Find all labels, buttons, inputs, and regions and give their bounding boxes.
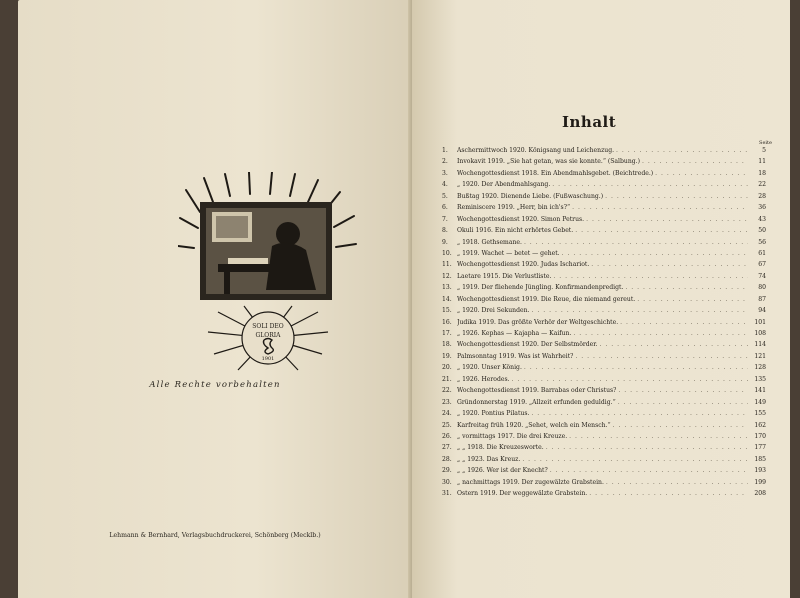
printer-imprint: Lehmann & Bernhard, Verlagsbuchdruckerei, Schönberg (Mecklb.)	[109, 532, 321, 539]
toc-entry-title: Reminiscere 1919. „Herr, bin ich's?“	[457, 204, 571, 212]
toc-entry	[442, 422, 766, 433]
toc-entry-number: 11.	[442, 261, 452, 269]
toc-entry-page: 135	[754, 375, 766, 383]
toc-entry-number: 7.	[442, 215, 448, 223]
toc-entry-title: Wochengottesdienst 1920. Simon Petrus.	[457, 215, 585, 223]
toc-entry-page: 28	[758, 192, 766, 200]
page-column-label: Seite	[759, 140, 772, 146]
toc-entry-title: „ 1920. Pontius Pilatus.	[457, 410, 530, 418]
toc-leader-dots	[653, 170, 748, 177]
toc-entry-page: 177	[754, 444, 766, 452]
toc-entry	[442, 170, 766, 181]
toc-entry-number: 25.	[442, 421, 452, 429]
toc-entry-number: 1.	[442, 147, 448, 154]
toc-leader-dots	[510, 376, 748, 383]
right-page	[412, 0, 790, 598]
toc-leader-dots	[529, 410, 748, 417]
sunburst-emblem	[178, 172, 358, 372]
toc-entry-title: Aschermittwoch 1920. Königsang und Leichenzug.	[457, 147, 615, 154]
toc-entry-title: „ nachmittags 1919. Der zugewälzte Grabstein.	[457, 478, 604, 486]
toc-leader-dots	[571, 330, 748, 337]
toc-entry	[442, 181, 766, 192]
toc-entry-page: 193	[754, 467, 766, 475]
toc-entry	[442, 330, 766, 341]
emblem-year: 1901	[261, 356, 275, 362]
toc-leader-dots	[635, 296, 748, 303]
toc-entry	[442, 456, 766, 467]
toc-entry	[442, 284, 766, 295]
toc-entry-number: 13.	[442, 284, 452, 292]
toc-entry-number: 27.	[442, 444, 452, 452]
toc-entry-page: 5	[762, 147, 766, 154]
toc-entry-page: 74	[758, 272, 766, 280]
toc-entry	[442, 433, 766, 444]
toc-entry-number: 15.	[442, 307, 452, 315]
toc-entry-number: 28.	[442, 455, 452, 463]
toc-entry-number: 9.	[442, 238, 448, 246]
emblem-text-1: SOLI DEO	[252, 323, 284, 330]
toc-entry-page: 61	[758, 249, 766, 257]
toc-entry-page: 11	[758, 158, 766, 166]
toc-entry-page: 22	[758, 181, 766, 189]
toc-entry-title: Wochengottesdienst 1919. Die Reue, die niemand gereut.	[457, 295, 636, 303]
toc-entry-title: „ „ 1923. Das Kreuz.	[457, 455, 521, 463]
toc-entry	[442, 204, 766, 215]
toc-entry-page: 208	[754, 490, 766, 498]
toc-entry-number: 5.	[442, 192, 448, 200]
toc-entry-page: 141	[754, 387, 766, 395]
toc-leader-dots	[522, 239, 748, 246]
toc-leader-dots	[614, 147, 748, 154]
toc-entry-page: 87	[758, 295, 766, 303]
toc-entry-title: „ 1919. Wachet — betet — gehet.	[457, 249, 560, 257]
toc-entry-number: 30.	[442, 478, 452, 486]
toc-entry-title: Palmsonntag 1919. Was ist Wahrheit?	[457, 352, 574, 360]
toc-entry	[442, 387, 766, 398]
toc-entry-title: Wochengottesdienst 1918. Ein Abendmahlsgebet. (Beichtrede.)	[457, 169, 654, 177]
toc-leader-dots	[560, 250, 748, 257]
toc-leader-dots	[603, 193, 748, 200]
toc-leader-dots	[618, 319, 748, 326]
toc-leader-dots	[570, 204, 748, 211]
toc-entry-title: Wochengottesdienst 1919. Barrabas oder Christus?	[457, 387, 617, 395]
table-of-contents	[442, 147, 766, 502]
toc-entry	[442, 353, 766, 364]
toc-leader-dots	[520, 456, 748, 463]
toc-entry-title: „ vormittags 1917. Die drei Kreuze.	[457, 432, 568, 440]
toc-entry-title: Okuli 1916. Ein nicht erhörtes Gebet.	[457, 227, 574, 235]
toc-entry-title: „ „ 1926. Wer ist der Knecht?	[457, 467, 548, 475]
toc-entry-number: 23.	[442, 398, 452, 406]
toc-entry-number: 10.	[442, 249, 452, 257]
toc-leader-dots	[548, 467, 748, 474]
toc-entry-title: „ 1920. Der Abendmahlsgang.	[457, 181, 551, 189]
toc-entry-page: 121	[754, 352, 766, 360]
toc-entry-number: 19.	[442, 352, 452, 360]
toc-entry-title: Laetare 1915. Die Verlustliste.	[457, 272, 552, 280]
toc-leader-dots	[573, 353, 748, 360]
toc-entry-title: Wochengottesdienst 1920. Der Selbstmörder.	[457, 341, 598, 349]
toc-entry	[442, 364, 766, 375]
toc-entry-page: 50	[758, 227, 766, 235]
toc-entry-page: 36	[758, 204, 766, 212]
toc-entry-number: 18.	[442, 341, 452, 349]
toc-entry-number: 31.	[442, 490, 452, 498]
toc-entry	[442, 467, 766, 478]
toc-leader-dots	[587, 490, 748, 497]
toc-leader-dots	[550, 181, 748, 188]
toc-entry-title: Invokavit 1919. „Sie hat getan, was sie konnte.“ (Salbung.)	[457, 158, 640, 166]
toc-entry-page: 56	[758, 238, 766, 246]
toc-entry-page: 185	[754, 455, 766, 463]
toc-entry-page: 108	[754, 330, 766, 337]
toc-leader-dots	[616, 399, 748, 406]
toc-entry-number: 8.	[442, 227, 448, 235]
toc-entry	[442, 307, 766, 318]
toc-entry	[442, 227, 766, 238]
toc-entry	[442, 216, 766, 227]
toc-entry-title: „ 1918. Gethsemane.	[457, 238, 522, 246]
toc-entry-page: 43	[758, 215, 766, 223]
emblem-text-2: GLORIA	[255, 332, 281, 339]
toc-entry-page: 114	[754, 341, 766, 349]
toc-entry-number: 6.	[442, 204, 448, 212]
rights-notice: Alle Rechte vorbehalten	[149, 380, 281, 390]
toc-entry	[442, 479, 766, 490]
toc-entry	[442, 239, 766, 250]
toc-entry	[442, 376, 766, 387]
toc-entry	[442, 193, 766, 204]
toc-entry-page: 101	[754, 318, 766, 326]
toc-entry	[442, 250, 766, 261]
toc-leader-dots	[573, 227, 748, 234]
toc-leader-dots	[611, 422, 748, 429]
toc-entry-number: 22.	[442, 387, 452, 395]
toc-entry-title: Gründonnerstag 1919. „Allzeit erfunden geduldig.“	[457, 398, 616, 406]
toc-entry	[442, 490, 766, 501]
toc-entry-number: 20.	[442, 364, 452, 372]
toc-entry	[442, 261, 766, 272]
toc-entry-number: 21.	[442, 375, 452, 383]
toc-entry	[442, 444, 766, 455]
toc-entry-page: 128	[754, 364, 766, 372]
toc-entry-title: Bußtag 1920. Dienende Liebe. (Fußwaschung.)	[457, 192, 604, 200]
toc-entry-title: „ „ 1918. Die Kreuzesworte.	[457, 444, 544, 452]
toc-entry	[442, 147, 766, 158]
toc-entry-number: 12.	[442, 272, 452, 280]
toc-entry-page: 170	[754, 432, 766, 440]
toc-entry	[442, 296, 766, 307]
toc-entry-title: Judika 1919. Das größte Verhör der Weltgeschichte.	[457, 318, 619, 326]
toc-entry	[442, 410, 766, 421]
toc-leader-dots	[567, 433, 748, 440]
left-page	[18, 0, 412, 598]
toc-entry-number: 24.	[442, 410, 452, 418]
toc-entry	[442, 399, 766, 410]
toc-entry-title: „ 1926. Kephas — Kajapha — Kaifun.	[457, 330, 572, 337]
toc-entry-number: 16.	[442, 318, 452, 326]
toc-entry-title: Wochengottesdienst 1920. Judas Ischariot.	[457, 261, 590, 269]
toc-leader-dots	[604, 479, 748, 486]
toc-entry	[442, 319, 766, 330]
toc-entry-page: 162	[754, 421, 766, 429]
toc-entry-number: 17.	[442, 330, 452, 337]
toc-entry-page: 199	[754, 478, 766, 486]
toc-leader-dots	[623, 284, 748, 291]
toc-entry	[442, 273, 766, 284]
toc-leader-dots	[529, 307, 748, 314]
toc-entry-page: 94	[758, 307, 766, 315]
toc-leader-dots	[616, 387, 748, 394]
toc-leader-dots	[551, 273, 748, 280]
toc-entry-page: 149	[754, 398, 766, 406]
toc-leader-dots	[544, 444, 748, 451]
toc-leader-dots	[589, 261, 748, 268]
toc-entry-title: Ostern 1919. Der weggewälzte Grabstein.	[457, 490, 588, 498]
toc-entry-title: „ 1920. Unser König.	[457, 364, 522, 372]
toc-entry-number: 2.	[442, 158, 448, 166]
toc-leader-dots	[584, 216, 748, 223]
toc-entry-number: 4.	[442, 181, 448, 189]
toc-entry-title: „ 1926. Herodes.	[457, 375, 510, 383]
toc-entry-page: 155	[754, 410, 766, 418]
toc-entry	[442, 341, 766, 352]
toc-entry-number: 14.	[442, 295, 452, 303]
toc-entry-number: 26.	[442, 432, 452, 440]
toc-entry-title: „ 1919. Der fliehende Jüngling. Konfirmandenpredigt.	[457, 284, 624, 292]
toc-entry-title: „ 1920. Drei Sekunden.	[457, 307, 530, 315]
toc-entry-page: 80	[758, 284, 766, 292]
toc-entry-number: 29.	[442, 467, 452, 475]
toc-leader-dots	[597, 341, 748, 348]
toc-entry-page: 67	[758, 261, 766, 269]
toc-entry-page: 18	[758, 169, 766, 177]
toc-entry	[442, 158, 766, 169]
toc-leader-dots	[522, 364, 748, 371]
toc-title: Inhalt	[562, 113, 617, 131]
toc-leader-dots	[640, 158, 748, 165]
toc-entry-number: 3.	[442, 169, 448, 177]
toc-entry-title: Karfreitag früh 1920. „Sehet, welch ein Mensch.“	[457, 421, 611, 429]
